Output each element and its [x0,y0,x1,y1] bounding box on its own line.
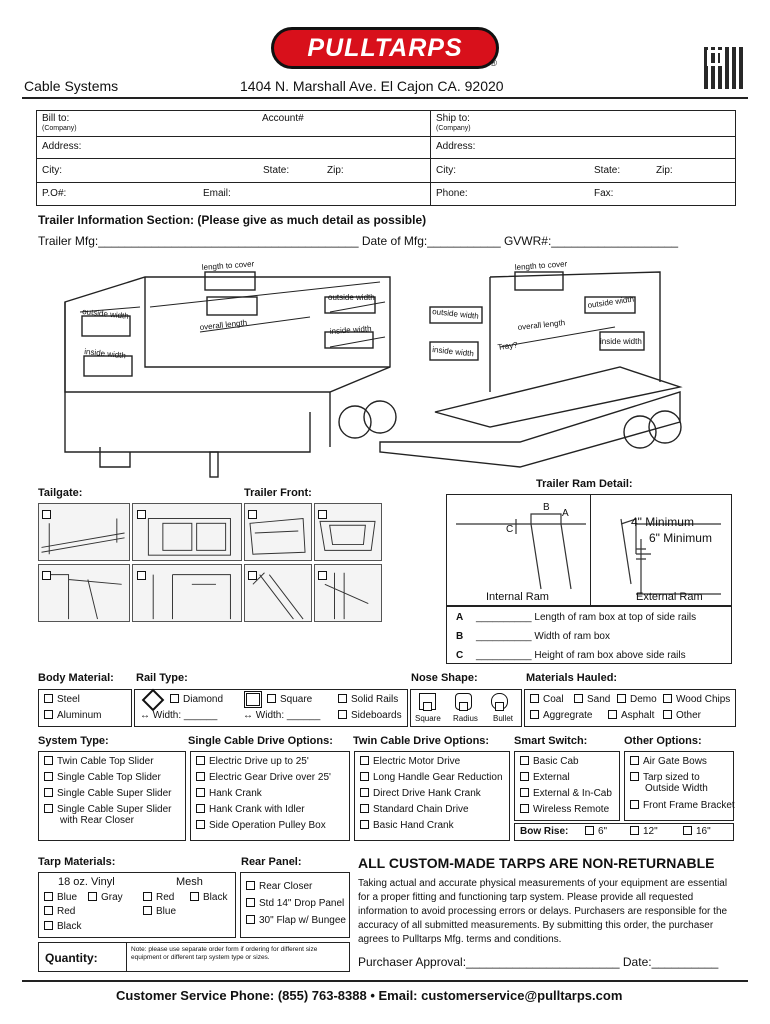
flap-bungee-option[interactable]: 30" Flap w/ Bungee [246,915,346,926]
tarp-sized-outside-option[interactable]: Tarp sized to [630,772,700,783]
left-overall-length-label: overall length [199,318,248,332]
coal-option[interactable]: Coal [530,694,564,705]
right-length-to-cover-label: length to cover [514,259,568,272]
quantity-note: Note: please use separate order form if ordering for different size equipment or different tarp system type or sizes. [131,946,318,961]
wireless-remote-option[interactable]: Wireless Remote [520,804,609,815]
direct-drive-crank-option[interactable]: Direct Drive Hank Crank [360,788,481,799]
nose-shape-heading: Nose Shape: [411,672,478,684]
right-inside-width-label: inside width [600,337,642,346]
aluminum-option[interactable]: Aluminum [44,710,101,721]
quantity-field[interactable]: Quantity: [45,951,98,965]
mesh-label: Mesh [176,876,203,888]
square-option[interactable]: Square [267,694,312,705]
single-super-slider-option[interactable]: Single Cable Super Slider [44,788,172,799]
bill-to-label: Bill to: [42,113,70,124]
bill-state-field[interactable]: State: [263,165,290,176]
right-inside-width-side-label: inside width [431,345,475,359]
left-length-to-cover-label: length to cover [201,259,255,272]
ram-b-label: B [543,502,550,513]
square-nose-label: Square [415,714,441,723]
square-width-field[interactable]: ↔ Width: ______ [243,710,321,721]
ram-b-field[interactable]: __________ Width of ram box [476,631,610,642]
ram-c-field[interactable]: __________ Height of ram box above side rails [476,650,686,661]
bullet-nose-label: Bullet [493,714,514,723]
ship-city-field[interactable]: City: [436,165,456,176]
trailer-mfg-line[interactable]: Trailer Mfg:_______________________________________ Date of Mfg:___________ GVWR#:___________________ [38,234,679,248]
electric-drive-option[interactable]: Electric Drive up to 25' [196,756,309,767]
front-3-checkbox[interactable] [248,566,261,584]
rail-type-heading: Rail Type: [136,672,188,684]
bill-address-field[interactable]: Address: [42,141,82,152]
ship-address-field[interactable]: Address: [436,141,476,152]
twin-drive-heading: Twin Cable Drive Options: [353,735,490,747]
cable-systems-label: Cable Systems [24,78,119,94]
company-address: 1404 N. Marshall Ave. El Cajon CA. 92020 [240,78,504,94]
electric-gear-drive-option[interactable]: Electric Gear Drive over 25' [196,772,331,783]
mesh-blue-option[interactable]: Blue [143,906,176,917]
email-field[interactable]: Email: [203,188,231,199]
electric-motor-drive-option[interactable]: Electric Motor Drive [360,756,460,767]
front-frame-bracket-option[interactable]: Front Frame Bracket [630,800,735,811]
hank-crank-idler-option[interactable]: Hank Crank with Idler [196,804,305,815]
front-1-checkbox[interactable] [248,505,261,523]
bill-company-note: (Company) [42,125,77,132]
ram-detail-heading: Trailer Ram Detail: [536,478,633,490]
policy-text: Taking actual and accurate physical measurements of your equipment are essential for a proper fitting and functioning tarp system. Please provide all requested information to avoid processing errors or delays. Purchasers are responsible for the accuracy of all submitted measurements. By submitting this order, the purchaser agrees to Pulltarps Mfg. terms and conditions. [358,878,728,945]
radius-nose-checkbox[interactable] [459,697,472,715]
ship-company-note: (Company) [436,125,471,132]
bow-rise-16-option[interactable]: 16" [683,826,711,837]
tailgate-heading: Tailgate: [38,487,83,499]
po-field[interactable]: P.O#: [42,188,67,199]
mesh-red-option[interactable]: Red [143,892,174,903]
trailer-info-heading: Trailer Information Section: (Please give as much detail as possible) [38,213,427,227]
four-inch-min-label: 4" Minimum [631,515,694,529]
customer-service-footer: Customer Service Phone: (855) 763-8388 • Email: customerservice@pulltarps.com [116,988,623,1003]
radius-nose-label: Radius [453,714,478,723]
ram-b-letter: B [456,631,464,642]
phone-field[interactable]: Phone: [436,188,468,199]
steel-option[interactable]: Steel [44,694,80,705]
twin-top-slider-option[interactable]: Twin Cable Top Slider [44,756,154,767]
basic-hand-crank-option[interactable]: Basic Hand Crank [360,820,454,831]
front-2-checkbox[interactable] [318,505,331,523]
diamond-option[interactable]: Diamond [170,694,223,705]
rear-closer-option[interactable]: Rear Closer [246,881,312,892]
ram-detail-diagram [446,494,732,606]
bill-city-field[interactable]: City: [42,165,62,176]
left-outside-width-label: outside width [328,293,375,302]
ram-a-field[interactable]: __________ Length of ram box at top of side rails [476,612,697,623]
tailgate-1-checkbox[interactable] [42,505,55,523]
outside-width-sublabel: Outside Width [645,783,708,794]
system-type-heading: System Type: [38,735,109,747]
right-outside-width-side-label: outside width [431,307,480,321]
tray-label: Tray? [497,340,519,352]
purchaser-approval-field[interactable]: Purchaser Approval:_______________________ Date:__________ [358,955,719,969]
left-outside-width-side-label: outside width [81,307,130,321]
vinyl-red-option[interactable]: Red [44,906,75,917]
materials-hauled-heading: Materials Hauled: [526,672,618,684]
right-overall-length-label: overall length [517,318,566,332]
account-field[interactable]: Account# [262,113,304,124]
other-option[interactable]: Other [663,710,701,721]
front-4-checkbox[interactable] [318,566,331,584]
pulltarps-logo: PULLTARPS [271,27,499,69]
ram-a-label: A [562,508,569,519]
sideboards-option[interactable]: Sideboards [338,710,402,721]
rear-panel-heading: Rear Panel: [241,856,302,868]
sand-option[interactable]: Sand [574,694,610,705]
ram-c-label: C [506,524,514,535]
fax-field[interactable]: Fax: [594,188,614,199]
left-inside-width-label: inside width [329,324,372,336]
square-rail-icon [244,691,262,708]
bow-rise-12-option[interactable]: 12" [630,826,658,837]
side-pulley-box-option[interactable]: Side Operation Pulley Box [196,820,326,831]
standard-chain-drive-option[interactable]: Standard Chain Drive [360,804,469,815]
other-options-heading: Other Options: [624,735,702,747]
ship-state-field[interactable]: State: [594,165,621,176]
bow-rise-6-option[interactable]: 6" [585,826,607,837]
trailer-diagram [60,252,732,482]
bullet-nose-checkbox[interactable] [495,697,508,715]
asphalt-option[interactable]: Asphalt [608,710,654,721]
vinyl-blue-option[interactable]: Blue [44,892,77,903]
diamond-width-field[interactable]: ↔ Width: ______ [140,710,218,721]
solid-rails-option[interactable]: Solid Rails [338,694,398,705]
bill-zip-field[interactable]: Zip: [327,165,344,176]
ram-a-letter: A [456,612,464,623]
qr-code [704,47,746,89]
smart-switch-heading: Smart Switch: [514,735,588,747]
ram-c-letter: C [456,650,464,661]
single-super-slider-rear-option[interactable]: Single Cable Super Slider [44,804,172,815]
single-drive-heading: Single Cable Drive Options: [188,735,333,747]
square-nose-checkbox[interactable] [423,697,436,715]
vinyl-label: 18 oz. Vinyl [58,876,115,888]
vinyl-gray-option[interactable]: Gray [88,892,123,903]
external-option[interactable]: External [520,772,570,783]
internal-ram-label: Internal Ram [486,591,549,603]
single-top-slider-option[interactable]: Single Cable Top Slider [44,772,161,783]
body-material-heading: Body Material: [38,672,114,684]
vinyl-black-option[interactable]: Black [44,921,81,932]
tailgate-4-checkbox[interactable] [137,566,150,584]
registered-mark: ® [490,58,497,69]
trailer-front-heading: Trailer Front: [244,487,312,499]
tailgate-3-checkbox[interactable] [42,566,55,584]
mesh-black-option[interactable]: Black [190,892,227,903]
rear-closer-sublabel: with Rear Closer [60,815,134,826]
left-inside-width-side-label: inside width [83,347,127,361]
basic-cab-option[interactable]: Basic Cab [520,756,579,767]
six-inch-min-label: 6" Minimum [649,531,712,545]
ship-zip-field[interactable]: Zip: [656,165,673,176]
drop-panel-option[interactable]: Std 14" Drop Panel [246,898,344,909]
long-handle-gear-option[interactable]: Long Handle Gear Reduction [360,772,503,783]
bow-rise-label: Bow Rise: [520,826,569,837]
tarp-materials-heading: Tarp Materials: [38,856,116,868]
hank-crank-option[interactable]: Hank Crank [196,788,262,799]
non-returnable-heading: ALL CUSTOM-MADE TARPS ARE NON-RETURNABLE [358,855,715,871]
tailgate-2-checkbox[interactable] [137,505,150,523]
air-gate-bows-option[interactable]: Air Gate Bows [630,756,707,767]
aggregate-option[interactable]: Aggregrate [530,710,592,721]
right-outside-width-label: outside width [587,294,635,310]
wood-chips-option[interactable]: Wood Chips [663,694,730,705]
ship-to-label: Ship to: [436,113,470,124]
external-ram-label: External Ram [636,591,703,603]
demo-option[interactable]: Demo [617,694,657,705]
external-in-cab-option[interactable]: External & In-Cab [520,788,612,799]
